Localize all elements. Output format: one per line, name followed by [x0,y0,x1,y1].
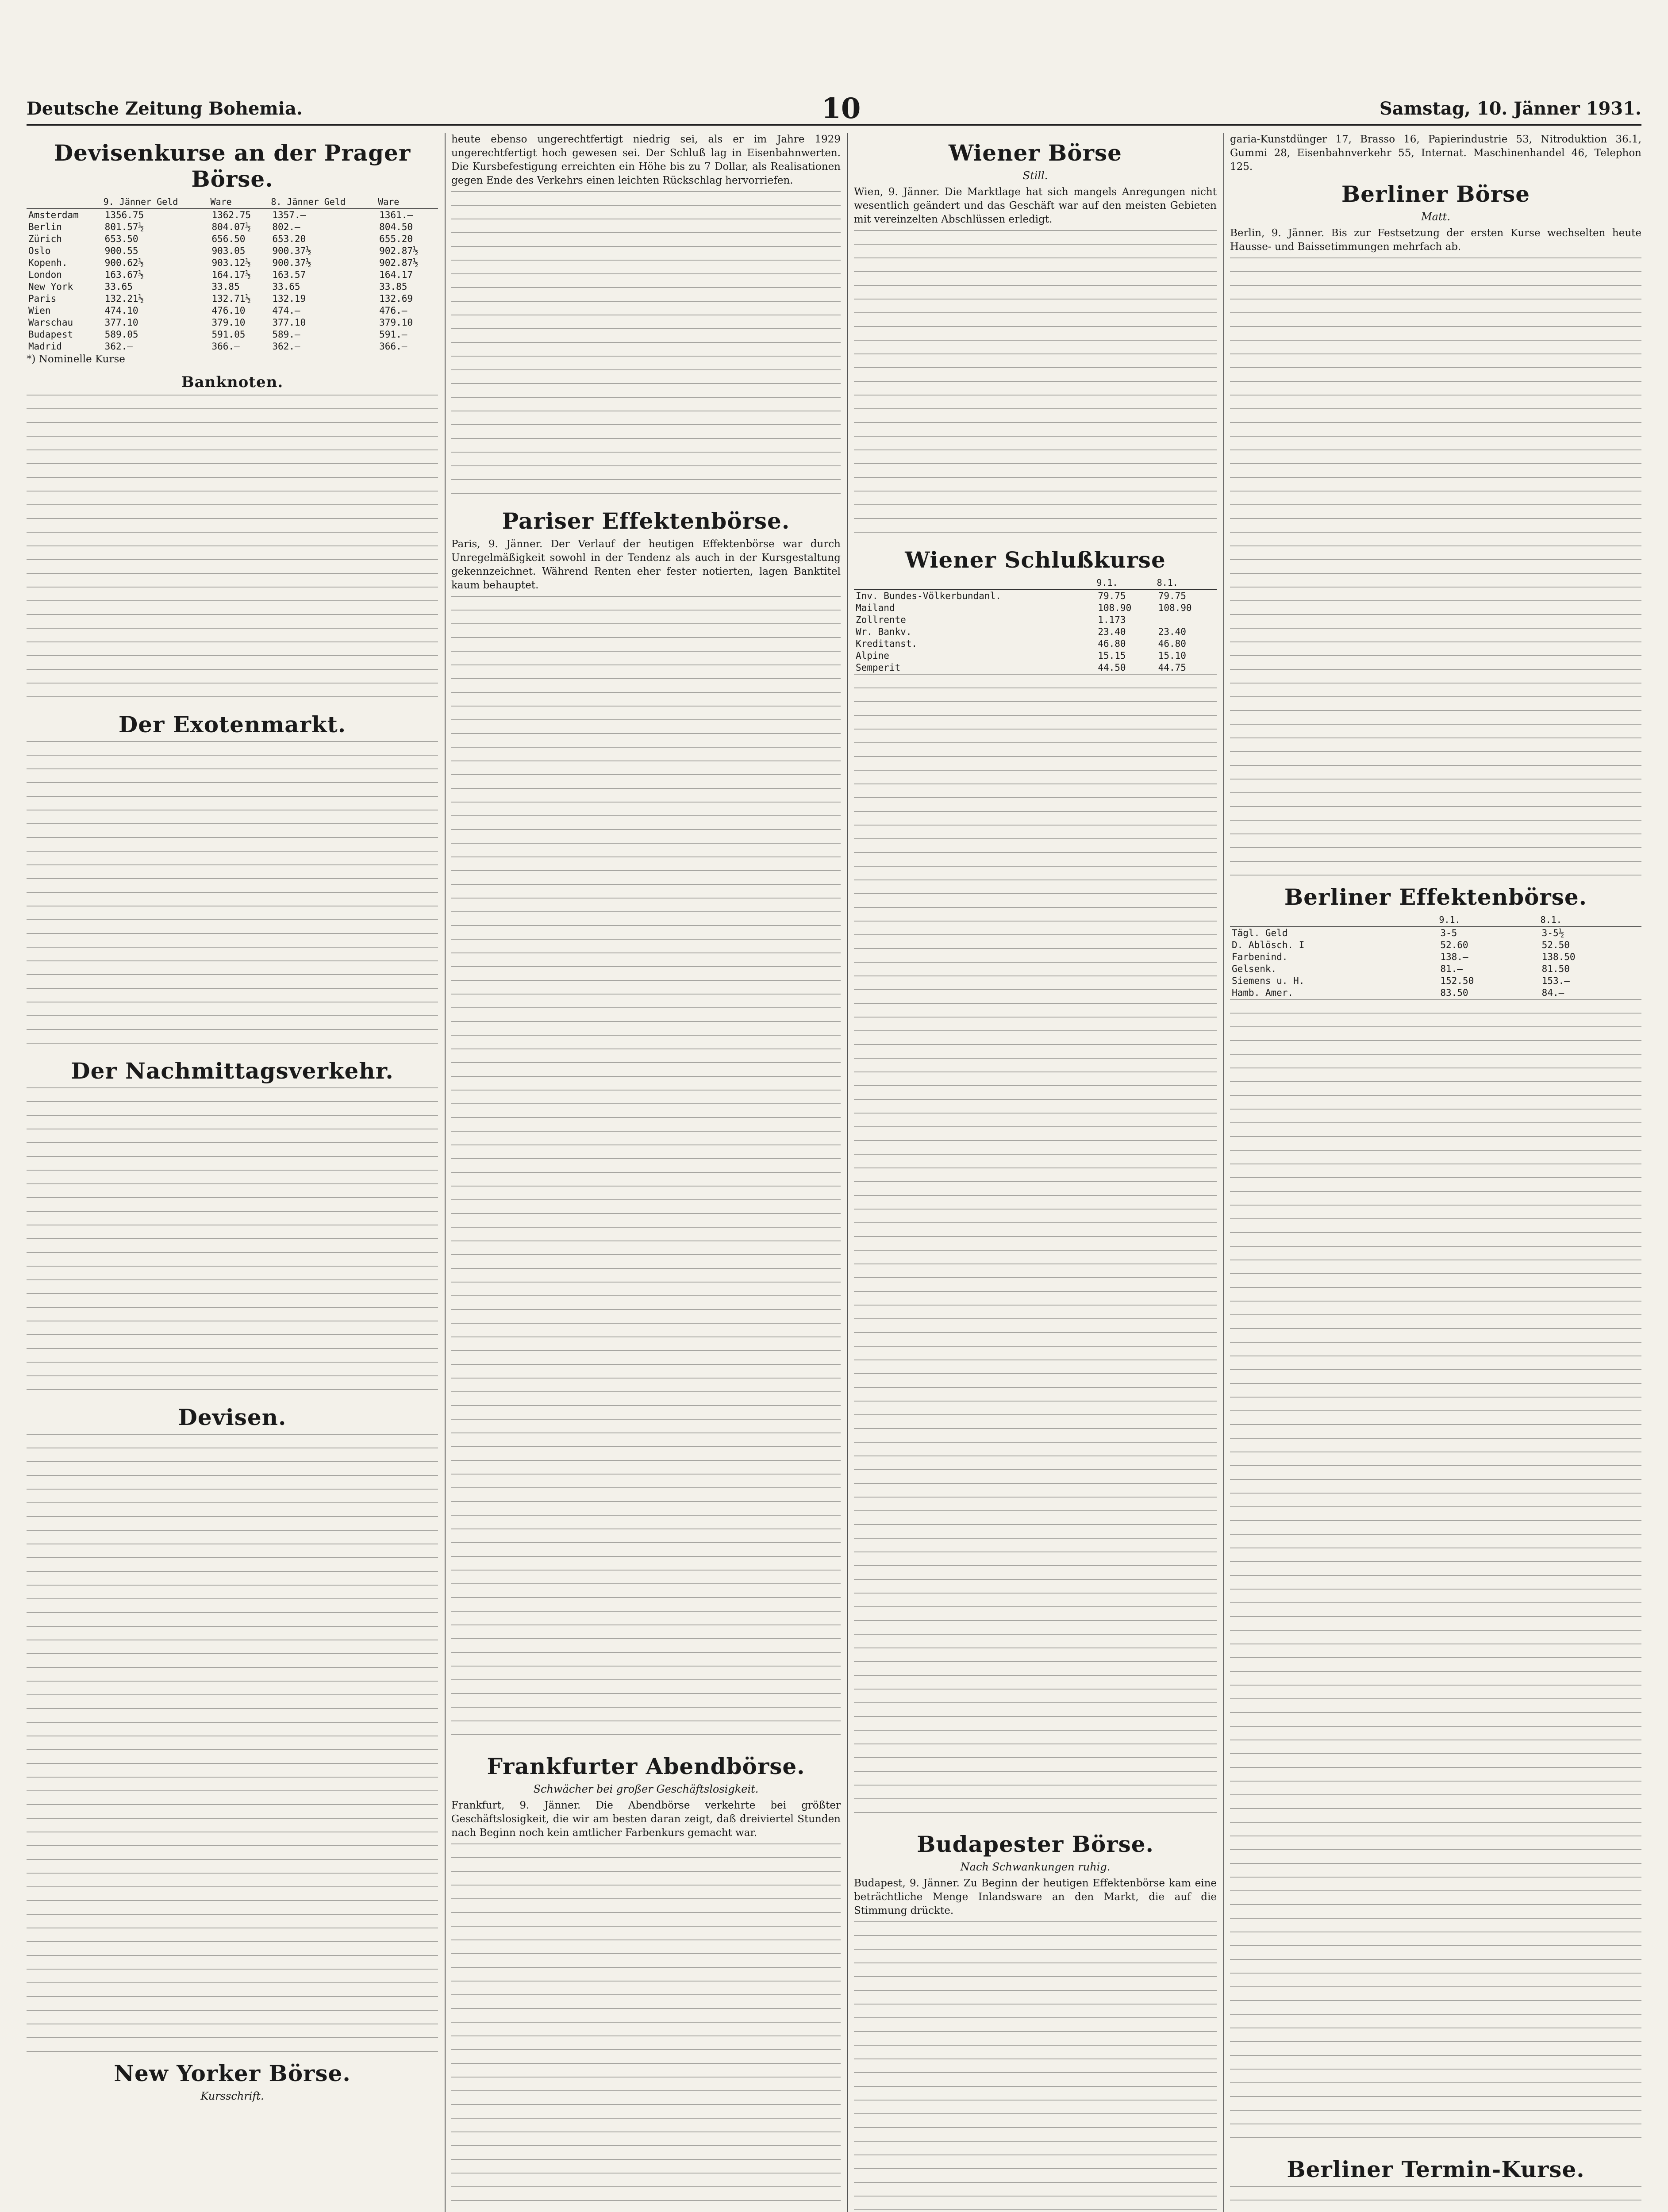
text-block [451,596,841,1746]
section-heading: Berliner Effektenbörse. [1284,884,1587,910]
table-cell: Siemens u. H. [1232,975,1305,986]
table-row [854,638,1217,650]
table-cell: Gelsenk. [1232,964,1277,974]
table-cell: 132.69 [379,293,413,304]
table-cell: 900.37½ [272,257,311,268]
table-cell: Wr. Bankv. [856,626,912,637]
table-cell: 33.65 [104,281,133,292]
section-heading: Budapester Börse. [917,1831,1154,1857]
table-row [1230,951,1641,963]
section-heading: Pariser Effektenbörse. [502,508,790,534]
text-block [27,1087,438,1397]
section-heading: Berliner Börse [1341,181,1530,207]
section-subheading: Schwächer bei großer Geschäftslosigkeit. [533,1783,759,1795]
table-row [854,662,1217,674]
table-cell: 33.85 [211,281,240,292]
table-row [27,209,438,221]
table-cell: 15.15 [1098,650,1126,661]
table-cell: 108.90 [1098,603,1132,613]
table-block [1230,2186,1641,2212]
table-cell: 900.55 [104,246,138,256]
table-cell: 377.10 [104,317,138,328]
table-cell: 108.90 [1158,603,1192,613]
section-subheading: Kursschrift. [200,2090,264,2102]
text-block [27,395,438,704]
table-header: 9.1. 8.1. [854,576,1217,590]
table-cell: 1362.75 [211,210,251,220]
column-1 [27,133,438,2212]
table-cell: 81.— [1440,964,1463,974]
table-row [27,317,438,329]
table-cell: Inv. Bundes-Völkerbundanl. [856,591,1001,601]
table-cell: 81.50 [1541,964,1570,974]
table-cell: 903.05 [211,246,246,256]
table-cell: 83.50 [1440,987,1468,998]
table-cell: Wien [28,305,51,316]
text-block [451,191,841,501]
table-cell: Berlin [28,222,62,232]
table-cell: 804.07½ [211,222,251,232]
table-row [854,590,1217,602]
table-row [27,245,438,257]
text-block [27,741,438,1051]
table-row [27,329,438,341]
table-cell: 164.17 [379,269,413,280]
table-row [1230,939,1641,951]
article-text: heute ebenso ungerechtfertigt niedrig sei, als er im Jahre 1929 ungerechtfertigt hoch gewesen sei. Der Schluß lag in Eisenbahnwerten. Die Kursbefestigung erreichten ein Höhe bis zu 7 Dollar, als Realisationen gegen Ende des Verkehrs einen leichten Rückschlag hervorriefen. [451,134,841,186]
article-text: Frankfurt, 9. Jänner. Die Abendbörse verkehrte bei größter Geschäftslosigkeit, die wir am besten daran zeigt, daß dreiviertel Stunden nach Beginn noch kein amtlicher Farbenkurs gemacht war. [451,1800,841,1839]
table-row [27,257,438,269]
table-cell: Kreditanst. [856,638,918,649]
section-subheading: Nach Schwankungen ruhig. [960,1861,1111,1873]
table-cell: 46.80 [1098,638,1126,649]
berlin-stocks-table [1230,914,1641,999]
section-subheading: Matt. [1421,211,1450,223]
table-cell: Budapest [28,329,73,340]
table-row [854,614,1217,626]
table-row [27,281,438,293]
table-row [27,233,438,245]
newspaper-page [27,18,1641,2212]
text-block [27,1434,438,2053]
table-cell: 366.— [211,341,240,352]
table-cell: 802.— [272,222,300,232]
section-heading: Banknoten. [181,373,284,391]
paper-name: Deutsche Zeitung Bohemia. [27,98,303,119]
table-row [27,341,438,353]
masthead [27,93,1641,126]
table-cell: 1356.75 [104,210,144,220]
table-cell: 46.80 [1158,638,1186,649]
table-cell: 1357.— [272,210,306,220]
table-row [1230,987,1641,999]
table-row [854,650,1217,662]
section-heading: Devisen. [178,1404,287,1430]
table-cell: New York [28,281,73,292]
table-cell: 152.50 [1440,975,1474,986]
table-cell: Paris [28,293,57,304]
table-cell: 476.10 [211,305,246,316]
table-cell: Tägl. Geld [1232,928,1288,938]
table-cell: Alpine [856,650,889,661]
column-rule [1223,133,1224,2212]
table-cell: 44.75 [1158,662,1186,673]
section-heading: Wiener Börse [949,140,1122,166]
table-cell: 366.— [379,341,407,352]
table-cell: 804.50 [379,222,413,232]
column-4 [1230,133,1641,2212]
column-2 [451,133,841,2212]
table-row [854,626,1217,638]
table-cell: 589.05 [104,329,138,340]
table-row [27,293,438,305]
table-row [27,221,438,233]
table-cell: 163.57 [272,269,306,280]
table-cell: 655.20 [379,234,413,244]
article-text: garia-Kunstdünger 17, Brasso 16, Papierindustrie 53, Nitroduktion 36.1, Gummi 28, Eisenbahnverkehr 55, Internat. Maschinenhandel 46, Telephon 125. [1230,134,1641,173]
table-cell: 23.40 [1098,626,1126,637]
table-cell: 362.— [104,341,133,352]
table-cell: 33.85 [379,281,407,292]
table-cell: 474.— [272,305,300,316]
table-cell: 900.62½ [104,257,144,268]
table-cell: Mailand [856,603,895,613]
text-block [854,230,1217,540]
column-3 [854,133,1217,2212]
table-cell: Oslo [28,246,51,256]
table-block [1230,999,1641,2149]
table-cell: Warschau [28,317,73,328]
table-cell: Zollrente [856,614,906,625]
table-cell: 1.173 [1098,614,1126,625]
table-row [1230,927,1641,939]
section-heading: Wiener Schlußkurse [905,547,1166,573]
table-cell: Farbenind. [1232,952,1288,962]
table-cell: 3-5 [1440,928,1457,938]
table-cell: 79.75 [1098,591,1126,601]
table-cell: Semperit [856,662,901,673]
table-cell: 3-5½ [1541,928,1564,938]
table-cell: 79.75 [1158,591,1186,601]
table-cell: 163.67½ [104,269,144,280]
table-header: 9. Jänner Geld Ware 8. Jänner Geld Ware [27,196,438,209]
table-cell: Zürich [28,234,62,244]
article-text: Wien, 9. Jänner. Die Marktlage hat sich mangels Anregungen nicht wesentlich geändert und das Geschäft war auf den meisten Gebieten mit vereinzelten Abschlüssen erledigt. [854,186,1217,225]
table-cell: 153.— [1541,975,1570,986]
table-row [1230,963,1641,975]
table-cell: Kopenh. [28,257,68,268]
page-number: 10 [821,92,861,125]
table-block [854,674,1217,1824]
article-text: Paris, 9. Jänner. Der Verlauf der heutigen Effektenbörse war durch Unregelmäßigkeit sowohl in der Tendenz als auch in der Kursgestaltung gekennzeichnet. Während Renten eher fester notierten, lagen Banktitel kaum behauptet. [451,538,841,591]
table-cell: 33.65 [272,281,300,292]
table-cell: 656.50 [211,234,246,244]
footnote: *) Nominelle Kurse [27,353,125,365]
table-row [1230,975,1641,987]
section-heading: Der Nachmittagsverkehr. [71,1058,394,1084]
table-row [854,602,1217,614]
article-text: Budapest, 9. Jänner. Zu Beginn der heutigen Effektenbörse kam eine beträchtliche Menge Inlandsware an den Markt, die auf die Stimmung drückte. [854,1878,1217,1916]
table-cell: 138.— [1440,952,1468,962]
table-cell: 132.21½ [104,293,144,304]
vienna-closing-table [854,576,1217,674]
issue-date: Samstag, 10. Jänner 1931. [1379,98,1641,119]
table-cell: 653.20 [272,234,306,244]
table-cell: 377.10 [272,317,306,328]
table-cell: 23.40 [1158,626,1186,637]
text-block [451,1843,841,2212]
table-cell: 132.19 [272,293,306,304]
text-block [1230,257,1641,877]
table-cell: 138.50 [1541,952,1576,962]
table-cell: 591.— [379,329,407,340]
table-cell: Amsterdam [28,210,79,220]
table-cell: 164.17½ [211,269,251,280]
table-cell: D. Ablösch. I [1232,940,1305,950]
table-cell: 44.50 [1098,662,1126,673]
table-cell: 379.10 [211,317,246,328]
table-cell: 902.87½ [379,246,419,256]
table-cell: 84.— [1541,987,1564,998]
text-block [854,1921,1217,2212]
section-heading: Der Exotenmarkt. [118,711,346,737]
prague-rates-table [27,196,438,353]
table-cell: 52.50 [1541,940,1570,950]
section-heading: New Yorker Börse. [114,2060,351,2086]
article-text: Berlin, 9. Jänner. Bis zur Festsetzung der ersten Kurse wechselten heute Hausse- und Baissetimmungen mehrfach ab. [1230,227,1641,253]
table-cell: 379.10 [379,317,413,328]
table-row [27,269,438,281]
table-cell: 52.60 [1440,940,1468,950]
table-cell: 900.37½ [272,246,311,256]
table-cell: 1361.— [379,210,413,220]
table-cell: 902.87½ [379,257,419,268]
table-cell: 362.— [272,341,300,352]
table-row [27,305,438,317]
table-cell: 589.— [272,329,300,340]
section-heading: Devisenkurse an der Prager Börse. [54,140,411,192]
column-rule [445,133,446,2212]
table-cell: 132.71½ [211,293,251,304]
table-cell: 653.50 [104,234,138,244]
section-heading: Frankfurter Abendbörse. [487,1753,805,1779]
table-cell: 591.05 [211,329,246,340]
table-cell: 903.12½ [211,257,251,268]
section-heading: Berliner Termin-Kurse. [1287,2156,1585,2182]
table-header: 9.1. 8.1. [1230,914,1641,927]
section-subheading: Still. [1022,169,1048,182]
table-cell: Hamb. Amer. [1232,987,1294,998]
table-cell: 474.10 [104,305,138,316]
column-rule [847,133,848,2212]
table-cell: 15.10 [1158,650,1186,661]
table-cell: Madrid [28,341,62,352]
table-cell: 476.— [379,305,407,316]
table-cell: 801.57½ [104,222,144,232]
table-cell: London [28,269,62,280]
table-cell [1157,614,1217,626]
